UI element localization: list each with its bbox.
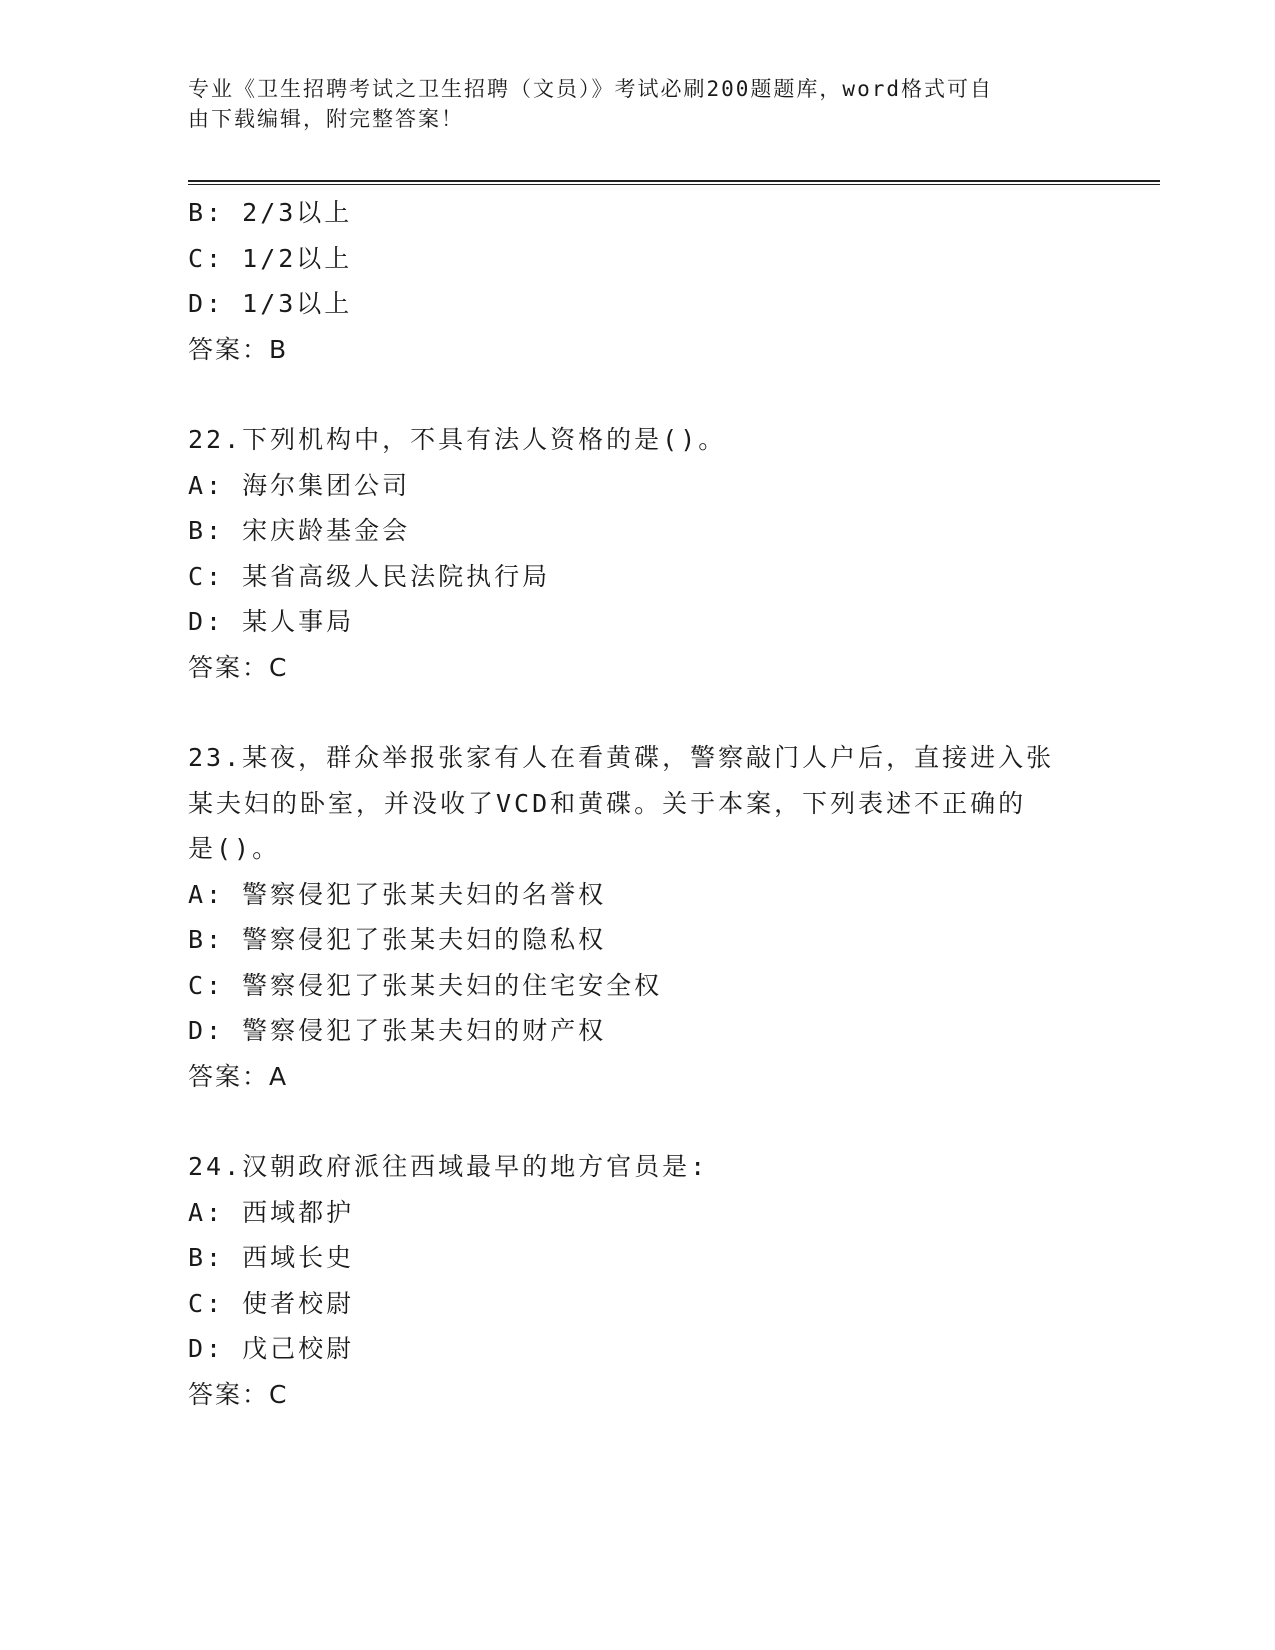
header-line-1: 专业《卫生招聘考试之卫生招聘（文员）》考试必刷200题题库，word格式可自	[188, 77, 993, 101]
option-c: C: 使者校尉	[188, 1288, 355, 1318]
question-24	[188, 1144, 1088, 1417]
option-a: A: 警察侵犯了张某夫妇的名誉权	[188, 879, 607, 909]
answer-line: 答案：A	[188, 1061, 289, 1091]
option-c: C: 警察侵犯了张某夫妇的住宅安全权	[188, 970, 663, 1000]
option-d: D: 某人事局	[188, 607, 355, 636]
option-a: A: 海尔集团公司	[188, 470, 411, 500]
question-gap	[188, 690, 1088, 735]
question-content	[188, 190, 1088, 1417]
question-stem-line-2: 某夫妇的卧室，并没收了VCD和黄碟。关于本案，下列表述不正确的	[188, 788, 1027, 818]
answer-line: 答案：B	[188, 334, 289, 364]
question-21-continuation	[188, 190, 1088, 372]
question-gap	[188, 1099, 1088, 1144]
option-a: A: 西域都护	[188, 1197, 355, 1227]
option-c: C: 1/2以上	[188, 243, 353, 273]
question-stem: 22.下列机构中，不具有法人资格的是()。	[188, 425, 727, 454]
option-b: B: 宋庆龄基金会	[188, 516, 411, 545]
header-rule-thin	[188, 184, 1160, 185]
answer-line: 答案：C	[188, 652, 289, 682]
header-rule-thick	[188, 180, 1160, 182]
option-b: B: 警察侵犯了张某夫妇的隐私权	[188, 925, 607, 954]
option-d: D: 1/3以上	[188, 289, 353, 318]
question-stem-line-1: 23.某夜，群众举报张家有人在看黄碟，警察敲门人户后，直接进入张	[188, 743, 1055, 772]
question-stem-line-3: 是()。	[188, 834, 281, 863]
answer-line: 答案：C	[188, 1379, 289, 1409]
option-b: B: 2/3以上	[188, 198, 353, 227]
option-c: C: 某省高级人民法院执行局	[188, 561, 551, 591]
option-d: D: 警察侵犯了张某夫妇的财产权	[188, 1016, 607, 1045]
option-d: D: 戊己校尉	[188, 1334, 355, 1363]
question-23	[188, 735, 1088, 1099]
question-stem: 24.汉朝政府派往西域最早的地方官员是:	[188, 1152, 709, 1181]
question-22	[188, 417, 1088, 690]
header-line-2: 由下载编辑，附完整答案！	[188, 107, 464, 131]
document-header	[188, 74, 1088, 134]
option-b: B: 西域长史	[188, 1243, 355, 1272]
question-gap	[188, 372, 1088, 417]
